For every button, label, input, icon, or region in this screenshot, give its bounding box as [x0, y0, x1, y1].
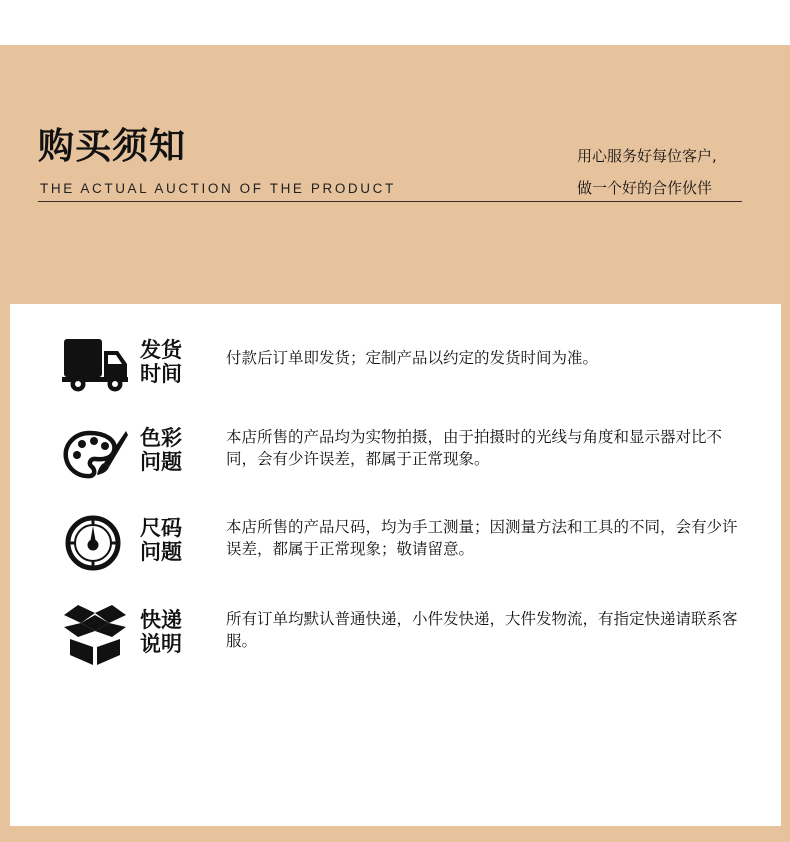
notice-text: 付款后订单即发货；定制产品以约定的发货时间为准。 — [226, 349, 599, 367]
notice-label-line2: 问题 — [140, 540, 182, 564]
notice-text: 本店所售的产品尺码，均为手工测量；因测量方法和工具的不同，会有少许误差，都属于正常现象；敬请留意。 — [226, 518, 738, 558]
notice-label-line1: 发货 — [140, 338, 182, 362]
notice-text: 本店所售的产品均为实物拍摄，由于拍摄时的光线与角度和显示器对比不同，会有少许误差，都属于正常现象。 — [226, 428, 723, 468]
notice-card — [10, 304, 781, 826]
notice-text: 所有订单均默认普通快递，小件发快递，大件发物流，有指定快递请联系客服。 — [226, 610, 738, 650]
notice-label-line1: 色彩 — [140, 426, 182, 450]
notice-label-line2: 说明 — [140, 632, 182, 656]
header-divider — [38, 201, 742, 202]
notice-label — [140, 426, 182, 474]
notice-label-line1: 快递 — [140, 608, 182, 632]
notice-label — [140, 608, 182, 656]
notice-label — [140, 338, 182, 386]
slogan-line-2: 做一个好的合作伙伴 — [577, 179, 713, 197]
palette-icon — [60, 422, 130, 488]
notice-label — [140, 516, 182, 564]
package-icon — [60, 602, 130, 668]
notice-label-line2: 问题 — [140, 450, 182, 474]
gauge-icon — [60, 510, 130, 576]
slogan-line-1: 用心服务好每位客户, — [577, 147, 717, 165]
notice-label-line1: 尺码 — [140, 516, 182, 540]
page-title: 购买须知 — [38, 126, 187, 167]
notice-label-line2: 时间 — [140, 362, 182, 386]
page-subtitle: THE ACTUAL AUCTION OF THE PRODUCT — [40, 181, 396, 196]
truck-icon — [60, 334, 130, 400]
